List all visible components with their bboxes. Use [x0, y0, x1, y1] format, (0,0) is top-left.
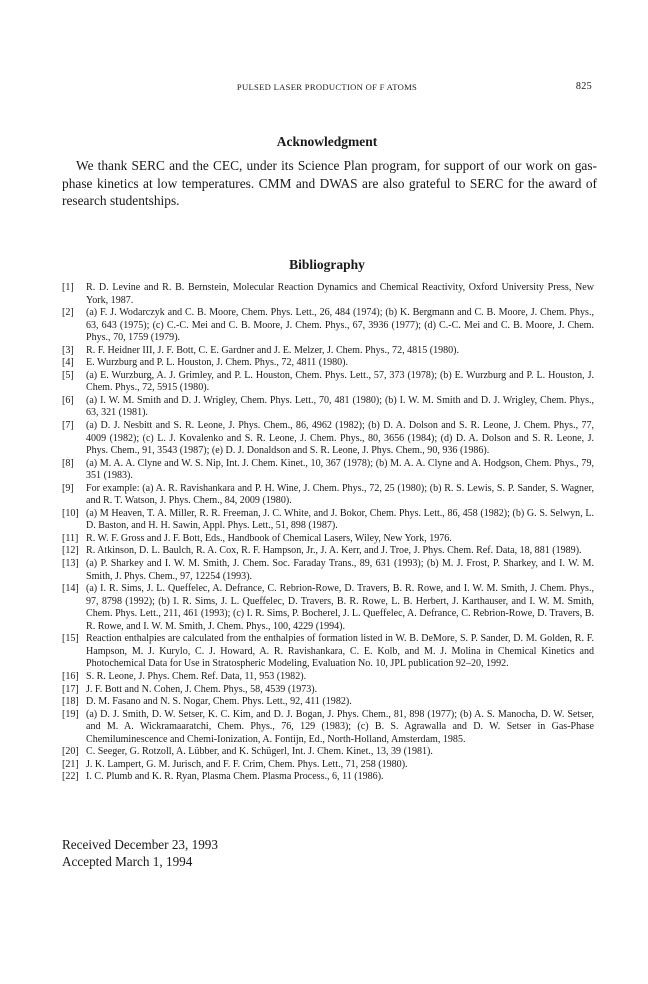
reference-number: [3] [62, 344, 74, 356]
reference-text: (a) D. J. Smith, D. W. Setser, K. C. Kim, and D. J. Bogan, J. Phys. Chem., 81, 898 (1977); (b) A. S. Manocha, D. W. Setser, and M. A. Wickramaaratchi, Chem. Phys., 76, 129 (1983); (c) B. S. Agrawalla and D. W. Setser in Gas-Phase Chemiluminescence and Chemi-Ionization, A. Fontijn, Ed., North-Holland, Amsterdam, 1985. [86, 708, 594, 745]
reference-text: Reaction enthalpies are calculated from the enthalpies of formation listed in W. B. DeMore, S. P. Sander, D. M. Golden, R. F. Hampson, M. J. Kurylo, C. J. Howard, A. R. Ravishankara, C. E. Kolb, and M. J. Molina in Chemical Kinetics and Photochemical Data for Use in Stratospheric Modeling, Evaluation No. 10, JPL publication 92–20, 1992. [86, 633, 594, 670]
reference-number: [15] [62, 633, 79, 645]
reference-item [62, 533, 594, 546]
reference-item [62, 583, 594, 633]
reference-number: [4] [62, 357, 74, 369]
acknowledgment-text [62, 157, 597, 210]
reference-item [62, 633, 594, 671]
reference-item [62, 345, 594, 358]
reference-text: I. C. Plumb and K. R. Ryan, Plasma Chem. Plasma Process., 6, 11 (1986). [86, 771, 384, 783]
reference-number: [21] [62, 758, 79, 770]
reference-number: [9] [62, 482, 74, 494]
reference-item [62, 671, 594, 684]
reference-item [62, 357, 594, 370]
reference-number: [22] [62, 771, 79, 783]
reference-number: [5] [62, 369, 74, 381]
reference-text: R. Atkinson, D. L. Baulch, R. A. Cox, R. F. Hampson, Jr., J. A. Kerr, and J. Troe, J. Phys. Chem. Ref. Data, 18, 881 (1989). [86, 545, 582, 557]
page-number: 825 [575, 81, 592, 92]
reference-item [62, 709, 594, 747]
reference-item [62, 759, 594, 772]
manuscript-dates [62, 837, 218, 870]
reference-number: [19] [62, 708, 79, 720]
reference-number: [8] [62, 457, 74, 469]
reference-number: [10] [62, 507, 79, 519]
reference-item [62, 746, 594, 759]
reference-text: D. M. Fasano and N. S. Nogar, Chem. Phys. Lett., 92, 411 (1982). [86, 696, 352, 708]
reference-item [62, 370, 594, 395]
reference-number: [7] [62, 420, 74, 432]
reference-text: (a) I. R. Sims, J. L. Queffelec, A. Defrance, C. Rebrion-Rowe, D. Travers, B. R. Rowe, and I. W. M. Smith, J. Chem. Phys., 97, 8798 (1992); (b) I. R. Sims, J. L. Queffelec, D. Travers, B. R. Rowe, L. B. Herbert, J. Karthauser, and I. W. M. Smith, Chem. Phys. Lett., 211, 461 (1993); (c) I. R. Sims, P. Bocherel, J. L. Queffelec, A. Defrance, C. Rebrion-Rowe, D. Travers, B. R. Rowe, and I. W. M. Smith, J. Chem. Phys., 100, 4229 (1994). [86, 583, 594, 632]
reference-text: (a) M Heaven, T. A. Miller, R. R. Freeman, J. C. White, and J. Bokor, Chem. Phys. Lett., 86, 458 (1982); (b) G. S. Selwyn, L. D. Baston, and H. H. Sawin, Appl. Phys. Lett., 51, 898 (1987). [86, 507, 594, 532]
reference-item [62, 696, 594, 709]
reference-text: (a) D. J. Nesbitt and S. R. Leone, J. Phys. Chem., 86, 4962 (1982); (b) D. A. Dolson and S. R. Leone, J. Chem. Phys., 77, 4009 (1982); (c) L. J. Kovalenko and S. R. Leone, J. Chem. Phys., 80, 3656 (1984); (d) D. A. Dolson and S. R. Leone, J. Phys. Chem., 91, 3543 (1987); (e) D. J. Donaldson and S. R. Leone, J. Phys. Chem., 90, 936 (1986). [86, 420, 594, 457]
reference-text: J. K. Lampert, G. M. Jurisch, and F. F. Crim, Chem. Phys. Lett., 71, 258 (1980). [86, 758, 408, 770]
reference-item [62, 395, 594, 420]
reference-item [62, 508, 594, 533]
reference-item [62, 771, 594, 784]
reference-text: R. W. F. Gross and J. F. Bott, Eds., Handbook of Chemical Lasers, Wiley, New York, 1976. [86, 532, 452, 544]
reference-text: (a) I. W. M. Smith and D. J. Wrigley, Chem. Phys. Lett., 70, 481 (1980); (b) I. W. M. Smith and D. J. Wrigley, Chem. Phys., 63, 321 (1981). [86, 394, 594, 419]
reference-number: [1] [62, 282, 74, 293]
reference-text: C. Seeger, G. Rotzoll, A. Lübber, and K. Schügerl, Int. J. Chem. Kinet., 13, 39 (1981). [86, 746, 433, 758]
reference-text: For example: (a) A. R. Ravishankara and P. H. Wine, J. Chem. Phys., 72, 25 (1980); (b) R. S. Lewis, S. P. Sander, S. Wagner, and R. T. Watson, J. Phys. Chem., 84, 2009 (1980). [86, 482, 594, 507]
running-head [62, 82, 592, 96]
accepted-date: Accepted March 1, 1994 [62, 853, 193, 869]
received-date: Received December 23, 1993 [62, 837, 218, 852]
reference-text: E. Wurzburg and P. L. Houston, J. Chem. Phys., 72, 4811 (1980). [86, 357, 349, 369]
reference-number: [17] [62, 683, 79, 695]
running-title: PULSED LASER PRODUCTION OF F ATOMS [236, 82, 418, 92]
acknowledgment-heading: Acknowledgment [276, 134, 378, 149]
reference-text: R. F. Heidner III, J. F. Bott, C. E. Gardner and J. E. Melzer, J. Chem. Phys., 72, 4815 (1980). [86, 344, 460, 356]
reference-number: [13] [62, 558, 79, 570]
reference-item [62, 483, 594, 508]
reference-number: [16] [62, 670, 79, 682]
reference-text: S. R. Leone, J. Phys. Chem. Ref. Data, 11, 953 (1982). [86, 670, 307, 682]
reference-item [62, 420, 594, 458]
reference-number: [11] [62, 532, 79, 544]
reference-text: (a) E. Wurzburg, A. J. Grimley, and P. L. Houston, Chem. Phys. Lett., 57, 373 (1978); (b) E. Wurzburg and P. L. Houston, J. Chem. Phys., 72, 5915 (1980). [86, 369, 594, 394]
reference-item [62, 458, 594, 483]
reference-number: [20] [62, 746, 79, 758]
reference-item [62, 684, 594, 697]
reference-item [62, 307, 594, 345]
reference-number: [12] [62, 545, 79, 557]
bibliography-heading: Bibliography [289, 257, 365, 272]
reference-number: [6] [62, 394, 74, 406]
reference-number: [18] [62, 696, 79, 708]
reference-item [62, 545, 594, 558]
reference-item [62, 282, 594, 307]
reference-text: J. F. Bott and N. Cohen, J. Chem. Phys., 58, 4539 (1973). [86, 683, 318, 695]
reference-text: (a) P. Sharkey and I. W. M. Smith, J. Chem. Soc. Faraday Trans., 89, 631 (1993); (b) M. J. Frost, P. Sharkey, and I. W. M. Smith, J. Phys. Chem., 97, 12254 (1993). [86, 558, 594, 582]
reference-list [62, 282, 594, 784]
acknowledgment-paragraph: We thank SERC and the CEC, under its Science Plan program, for support of our work on gas-phase kinetics at low temperatures. CMM and DWAS are also grateful to SERC for the award of research studentships. [62, 158, 597, 208]
reference-text: R. D. Levine and R. B. Bernstein, Molecular Reaction Dynamics and Chemical Reactivity, Oxford University Press, New York, 1987. [86, 282, 594, 306]
reference-item [62, 558, 594, 583]
reference-number: [14] [62, 583, 79, 595]
reference-text: (a) F. J. Wodarczyk and C. B. Moore, Chem. Phys. Lett., 26, 484 (1974); (b) K. Bergmann and C. B. Moore, J. Chem. Phys., 63, 643 (1975); (c) C.-C. Mei and C. B. Moore, J. Chem. Phys., 67, 3936 (1977); (d) C.-C. Mei and C. B. Moore, J. Chem. Phys., 70, 1759 (1979). [86, 307, 594, 344]
reference-text: (a) M. A. A. Clyne and W. S. Nip, Int. J. Chem. Kinet., 10, 367 (1978); (b) M. A. A. Clyne and A. Hodgson, Chem. Phys., 79, 351 (1983). [86, 457, 594, 482]
reference-number: [2] [62, 307, 74, 319]
